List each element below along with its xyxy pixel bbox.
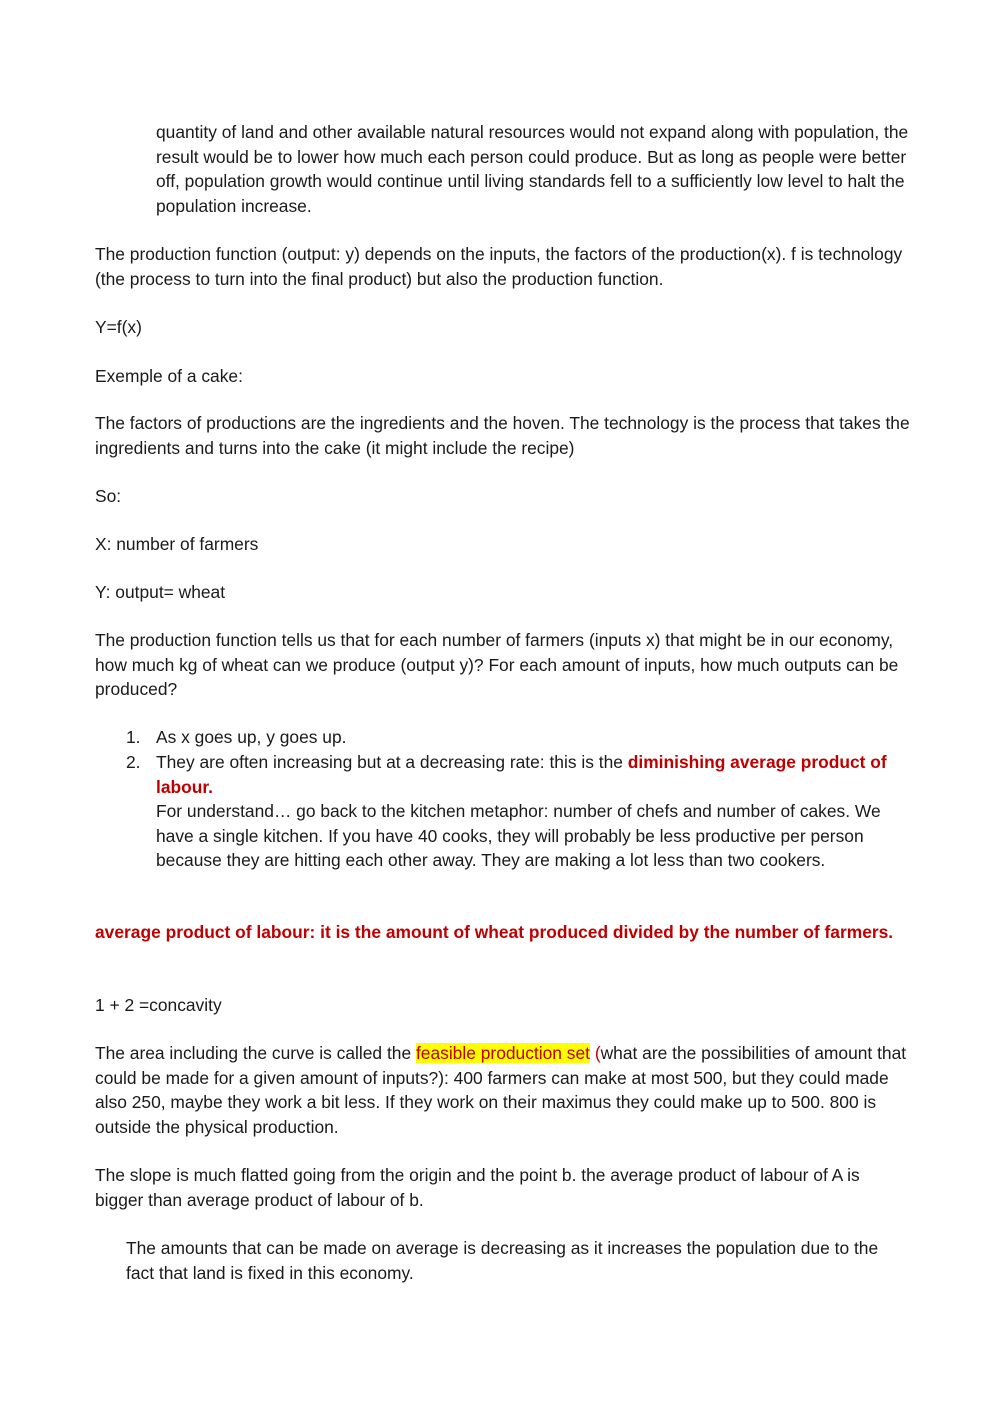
formula: Y=f(x)	[95, 317, 142, 337]
list-number: 2.	[126, 752, 141, 772]
diminishing-apl-term: diminishing average product of labour.	[156, 752, 887, 797]
x-definition: X: number of farmers	[95, 534, 259, 554]
so-line: So:	[95, 486, 122, 506]
factors-paragraph: The factors of productions are the ingredients and the hoven. The technology is the process that takes the ingredients and turns into the cake (it might include the recipe)	[95, 413, 910, 458]
quote-paragraph: quantity of land and other available natural resources would not expand along with population, the result would be to lower how much each person could produce. But as long as people were better off, population growth would continue until living standards fell to a sufficiently low level to halt the population increase.	[156, 122, 909, 216]
feasible-production-set-highlight: feasible production set	[415, 1043, 590, 1063]
production-function-paragraph: The production function (output: y) depends on the inputs, the factors of the production(x). f is technology (the process to turn into the final product) but also the production function.	[95, 244, 903, 289]
feasible-text-after: what are the possibilities of amount that could be made for a given amount of inputs?): 400 farmers can make at most 500, but they could made also 250, maybe they work a bit less. If they work on their maximus they could make up to 500. 800 is outside the physical production.	[95, 1043, 907, 1137]
example-heading: Exemple of a cake:	[95, 366, 243, 386]
apl-definition: average product of labour: it is the amount of wheat produced divided by the number of farmers.	[95, 922, 894, 942]
list-text: As x goes up, y goes up.	[156, 727, 347, 747]
amounts-paragraph: The amounts that can be made on average is decreasing as it increases the population due to the fact that land is fixed in this economy.	[126, 1238, 879, 1283]
y-definition: Y: output= wheat	[95, 582, 226, 602]
concavity-line: 1 + 2 =concavity	[95, 995, 222, 1015]
list-number: 1.	[126, 727, 141, 747]
open-paren: (	[589, 1043, 601, 1063]
feasible-set-paragraph	[95, 1041, 910, 1139]
feasible-text-before: The area including the curve is called the	[95, 1043, 416, 1063]
kitchen-metaphor: For understand… go back to the kitchen metaphor: number of chefs and number of cakes. We have a single kitchen. If you have 40 cooks, they will probably be less productive per person because they are hitting each other away. They are making a lot less than two cookers.	[156, 801, 881, 870]
list-text: They are often increasing but at a decreasing rate: this is the	[156, 752, 628, 772]
list-text-block	[156, 750, 910, 873]
slope-paragraph: The slope is much flatted going from the origin and the point b. the average product of labour of A is bigger than average product of labour of b.	[95, 1165, 860, 1210]
production-function-explanation: The production function tells us that for each number of farmers (inputs x) that might be in our economy, how much kg of wheat can we produce (output y)? For each amount of inputs, how much outputs can be produced?	[95, 630, 899, 699]
